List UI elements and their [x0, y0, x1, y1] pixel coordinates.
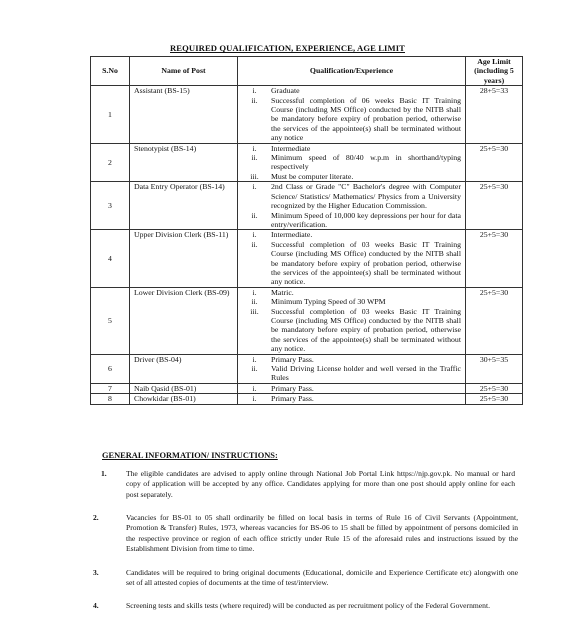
row-age-limit: 25+5=30 — [466, 143, 523, 182]
row-age-limit: 30+5=35 — [466, 354, 523, 383]
row-serial-number: 6 — [91, 354, 130, 383]
header-qualification: Qualification/Experience — [238, 57, 466, 86]
row-qualification — [238, 86, 466, 143]
row-qualification — [238, 383, 466, 393]
qualification-item-number: i. — [252, 230, 257, 240]
instruction-text: The eligible candidates are advised to apply online through National Job Portal Link https://njp.gov.pk. No manual or hard copy of application will be accepted by any office. Candidates applying for more than one post should apply online for each post separately. — [126, 469, 515, 499]
qualification-item — [238, 394, 465, 403]
row-age-limit: 25+5=30 — [466, 182, 523, 230]
instruction-number: 3. — [93, 568, 99, 577]
qualification-item-text: Minimum Speed of 10,000 key depressions per hour for data entry/verification. — [271, 210, 461, 229]
qualification-table — [90, 56, 523, 405]
row-qualification — [238, 287, 466, 354]
row-serial-number: 7 — [91, 383, 130, 393]
qualification-item — [238, 364, 465, 383]
row-qualification — [238, 394, 466, 404]
general-information-heading: GENERAL INFORMATION/ INSTRUCTIONS: — [102, 451, 278, 460]
row-serial-number: 3 — [91, 182, 130, 230]
row-qualification — [238, 354, 466, 383]
qualification-item-text: Matric. — [271, 287, 294, 297]
qualification-item-text: Intermediate. — [271, 230, 313, 240]
row-serial-number: 5 — [91, 287, 130, 354]
row-post-name: Data Entry Operator (BS-14) — [130, 182, 238, 230]
qualification-item — [238, 230, 465, 239]
qualification-item — [238, 297, 465, 306]
qualification-item-number: i. — [252, 182, 257, 192]
row-post-name: Naib Qasid (BS-01) — [130, 383, 238, 393]
row-age-limit: 25+5=30 — [466, 230, 523, 287]
instruction-text: Vacancies for BS-01 to 05 shall ordinarily be filled on local basis in terms of Rule 16 of Civil Servants (Appointment, Promotion & Transfer) Rules, 1973, whereas vacancies for BS-06 to 15 shall be filled by appointment of persons domiciled in the respective province or region of each office strictly under Rule 15 of the aforesaid rules and instructions issued by the Establishment Division from time to time. — [126, 513, 518, 554]
row-post-name: Driver (BS-04) — [130, 354, 238, 383]
qualification-item-number: ii. — [251, 153, 258, 163]
row-qualification — [238, 230, 466, 287]
instruction-number: 2. — [93, 513, 99, 522]
instruction-text: Screening tests and skills tests (where required) will be conducted as per recruitment policy of the Federal Government. — [126, 601, 490, 610]
row-qualification — [238, 143, 466, 182]
row-post-name: Assistant (BS-15) — [130, 86, 238, 143]
qualification-item — [238, 384, 465, 393]
qualification-item-text: Primary Pass. — [271, 383, 314, 393]
qualification-item-text: Valid Driving License holder and well versed in the Traffic Rules — [271, 364, 461, 383]
qualification-item-number: i. — [252, 354, 257, 364]
qualification-item — [238, 288, 465, 297]
table-row — [91, 394, 523, 404]
table-row — [91, 354, 523, 383]
instruction-number: 1. — [101, 469, 107, 478]
qualification-item-number: ii. — [251, 210, 258, 220]
qualification-item-text: Primary Pass. — [271, 354, 314, 364]
row-age-limit: 25+5=30 — [466, 287, 523, 354]
qualification-item-text: Primary Pass. — [271, 394, 314, 404]
qualification-item-text: Successful completion of 03 weeks Basic IT Training Course (including MS Office) conducted by the NITB shall be mandatory before expiry of probation period, otherwise the services of the appointee(s) shall be terminated without any notice. — [271, 239, 461, 287]
row-post-name: Stenotypist (BS-14) — [130, 143, 238, 182]
qualification-item — [238, 96, 465, 143]
table-row — [91, 182, 523, 230]
table-row — [91, 230, 523, 287]
qualification-item — [238, 211, 465, 230]
header-post: Name of Post — [130, 57, 238, 86]
instruction-number: 4. — [93, 601, 99, 610]
qualification-item-text: 2nd Class or Grade "C" Bachelor's degree with Computer Science/ Statistics/ Mathematics/ Physics from a University recognized by the Higher Education Commission. — [271, 182, 461, 211]
row-age-limit: 25+5=30 — [466, 383, 523, 393]
qualification-item-text: Graduate — [271, 86, 300, 96]
qualification-item-number: i. — [252, 86, 257, 96]
qualification-item-text: Minimum speed of 80/40 w.p.m in shorthand/typing respectively — [271, 153, 461, 172]
qualification-item — [238, 86, 465, 95]
row-age-limit: 25+5=30 — [466, 394, 523, 404]
table-row — [91, 143, 523, 182]
qualification-item-text: Minimum Typing Speed of 30 WPM — [271, 297, 386, 307]
qualification-item — [238, 172, 465, 181]
qualification-item-text: Intermediate — [271, 143, 311, 153]
row-post-name: Chowkidar (BS-01) — [130, 394, 238, 404]
qualification-item — [238, 240, 465, 287]
qualification-item-text: Successful completion of 03 weeks Basic IT Training Course (including MS Office) conducted by the NITB shall be mandatory before expiry of probation period, otherwise the services of the appointee(s) shall be terminated without any notice. — [271, 306, 461, 354]
row-post-name: Upper Division Clerk (BS-11) — [130, 230, 238, 287]
table-row — [91, 86, 523, 143]
qualification-item — [238, 182, 465, 210]
header-sno: S.No — [91, 57, 130, 86]
row-serial-number: 8 — [91, 394, 130, 404]
table-row — [91, 287, 523, 354]
row-serial-number: 1 — [91, 86, 130, 143]
qualification-item — [238, 307, 465, 354]
qualification-item-number: ii. — [251, 95, 258, 105]
qualification-item — [238, 355, 465, 364]
qualification-item-number: i. — [252, 143, 257, 153]
row-post-name: Lower Division Clerk (BS-09) — [130, 287, 238, 354]
row-serial-number: 2 — [91, 143, 130, 182]
row-age-limit: 28+5=33 — [466, 86, 523, 143]
qualification-item-number: ii. — [251, 297, 258, 307]
qualification-item-text: Must be computer literate. — [271, 171, 354, 181]
instruction-text: Candidates will be required to bring original documents (Educational, domicile and Experience Certificate etc) alongwith one set of all attested copies of documents at the time of test/interview. — [126, 568, 518, 588]
qualification-item-number: iii. — [250, 171, 259, 181]
row-qualification — [238, 182, 466, 230]
qualification-item-number: i. — [252, 394, 257, 404]
table-body — [91, 86, 523, 404]
qualification-item-number: i. — [252, 383, 257, 393]
qualification-item — [238, 144, 465, 153]
row-serial-number: 4 — [91, 230, 130, 287]
header-age-limit: Age Limit (including 5 years) — [466, 57, 523, 86]
qualification-item-number: i. — [252, 287, 257, 297]
table-row — [91, 383, 523, 393]
qualification-item — [238, 153, 465, 172]
qualification-item-number: ii. — [251, 239, 258, 249]
qualification-item-number: iii. — [250, 306, 259, 316]
qualification-item-text: Successful completion of 06 weeks Basic IT Training Course (including MS Office) conducted by the NITB shall be mandatory before expiry of probation period, otherwise the services of the appointee(s) shall be terminated without any notice — [271, 95, 461, 143]
qualification-item-number: ii. — [251, 364, 258, 373]
page-title: REQUIRED QUALIFICATION, EXPERIENCE, AGE LIMIT — [170, 43, 405, 53]
